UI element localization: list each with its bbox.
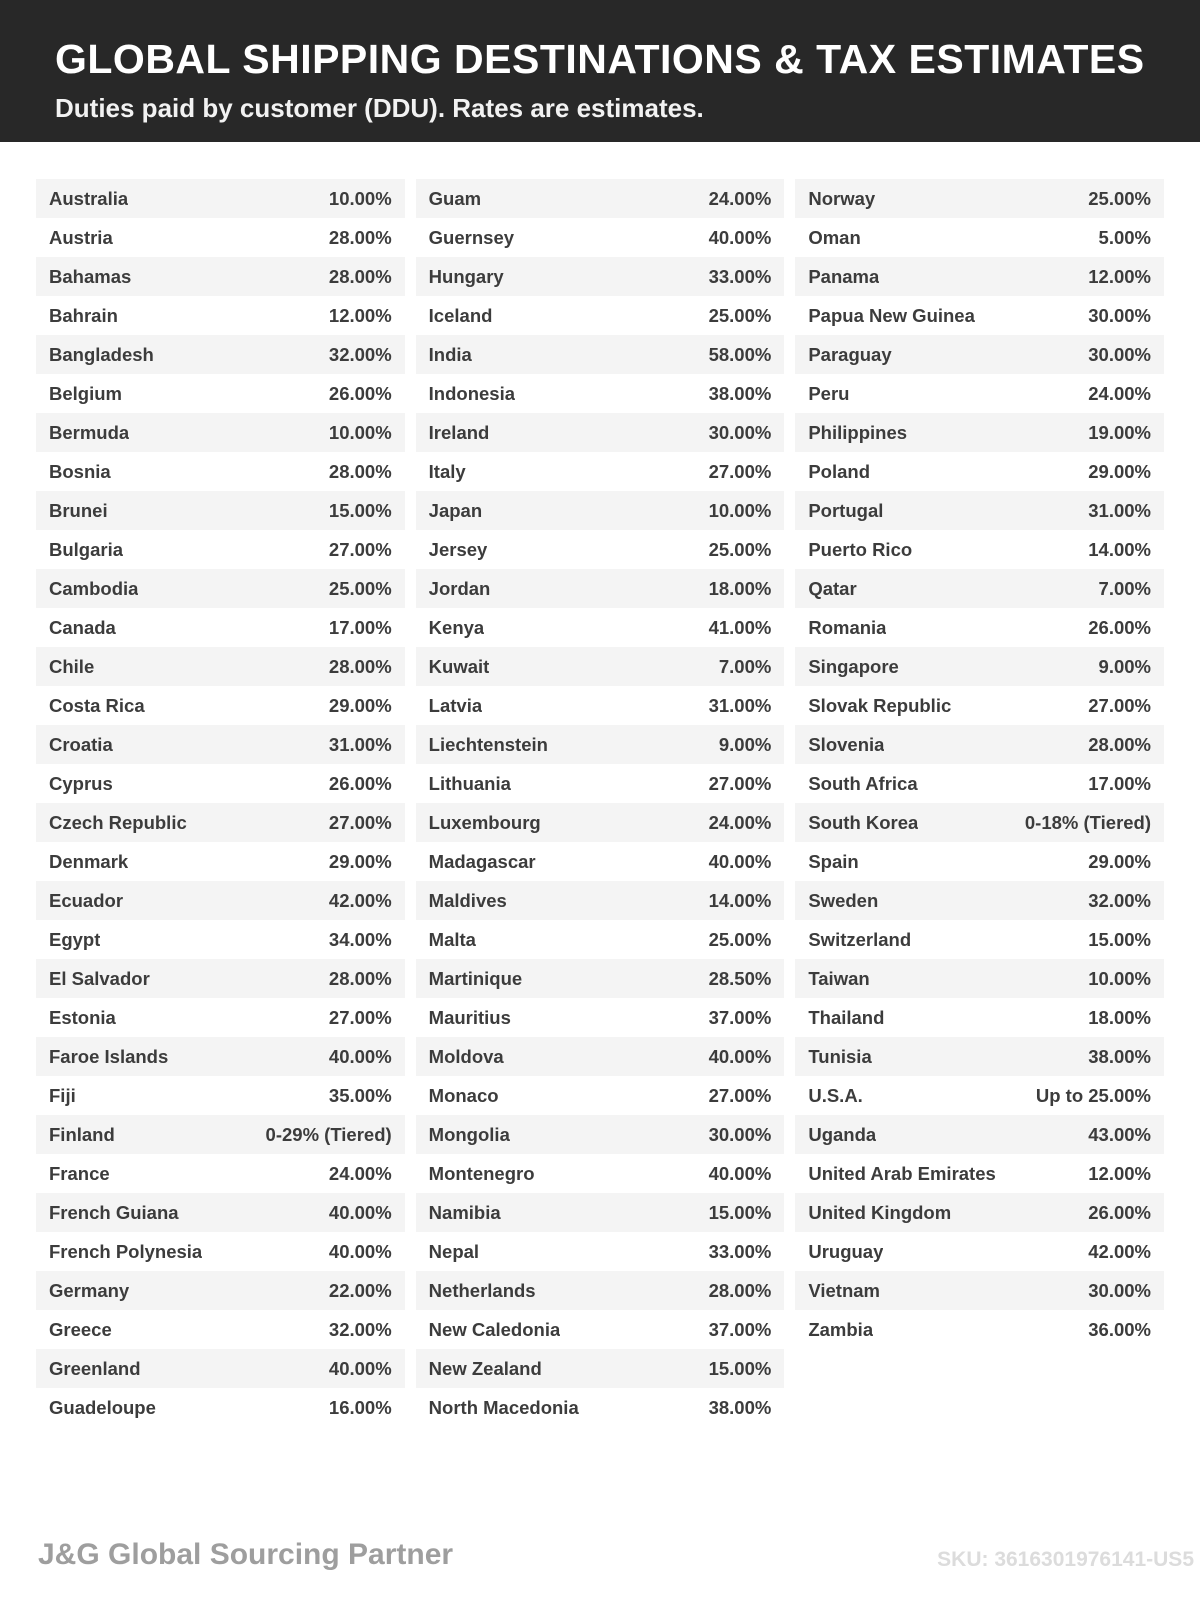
table-row bbox=[795, 608, 1164, 647]
tax-rate: 28.00% bbox=[328, 226, 392, 248]
country-name: South Korea bbox=[808, 811, 919, 833]
table-row bbox=[36, 959, 405, 998]
country-name: Guadeloupe bbox=[49, 1396, 156, 1418]
country-name: Canada bbox=[49, 616, 116, 638]
table-row bbox=[36, 491, 405, 530]
tax-rate: 29.00% bbox=[1088, 460, 1152, 482]
brand-text: J&G Global Sourcing Partner bbox=[38, 1538, 454, 1571]
table-row bbox=[416, 1349, 785, 1388]
table-row bbox=[36, 1349, 405, 1388]
tax-rate: 28.00% bbox=[328, 460, 392, 482]
country-name: Greece bbox=[49, 1318, 112, 1340]
table-row bbox=[795, 1271, 1164, 1310]
tax-rate: 16.00% bbox=[328, 1396, 392, 1418]
tax-rate: 25.00% bbox=[328, 577, 392, 599]
table-row bbox=[36, 452, 405, 491]
table-row bbox=[36, 257, 405, 296]
tax-rate: 27.00% bbox=[328, 538, 392, 560]
tax-rate: 28.50% bbox=[708, 967, 772, 989]
table-row bbox=[795, 1076, 1164, 1115]
tax-rate: 28.00% bbox=[328, 655, 392, 677]
country-name: Japan bbox=[428, 499, 483, 521]
country-name: Iceland bbox=[428, 304, 493, 326]
country-name: Martinique bbox=[428, 967, 523, 989]
tax-rate: 24.00% bbox=[328, 1162, 392, 1184]
tax-rate: 27.00% bbox=[708, 460, 772, 482]
tax-rate: 15.00% bbox=[328, 499, 392, 521]
country-name: Germany bbox=[49, 1279, 130, 1301]
tax-rate: 30.00% bbox=[708, 421, 772, 443]
table-row bbox=[795, 764, 1164, 803]
page-title: GLOBAL SHIPPING DESTINATIONS & TAX ESTIMATES bbox=[55, 36, 1145, 82]
table-row bbox=[416, 491, 785, 530]
table-row bbox=[795, 530, 1164, 569]
table-row bbox=[36, 1154, 405, 1193]
tax-rate: 24.00% bbox=[1088, 382, 1152, 404]
country-name: Mongolia bbox=[428, 1123, 510, 1145]
tax-rate: 27.00% bbox=[708, 1084, 772, 1106]
table-row bbox=[795, 920, 1164, 959]
country-name: Brunei bbox=[49, 499, 108, 521]
tax-rate: 26.00% bbox=[328, 382, 392, 404]
tax-rate: 40.00% bbox=[708, 850, 772, 872]
country-name: Madagascar bbox=[428, 850, 536, 872]
tax-rate: 29.00% bbox=[328, 694, 392, 716]
table-row bbox=[36, 569, 405, 608]
tax-rate: 10.00% bbox=[328, 187, 392, 209]
tax-rate: 27.00% bbox=[328, 811, 392, 833]
rate-column bbox=[416, 179, 785, 1427]
rate-column bbox=[36, 179, 405, 1427]
table-row bbox=[416, 1388, 785, 1427]
tax-rate: 25.00% bbox=[708, 538, 772, 560]
table-row bbox=[795, 647, 1164, 686]
tax-rate: 18.00% bbox=[1088, 1006, 1152, 1028]
table-row bbox=[36, 998, 405, 1037]
country-name: Chile bbox=[49, 655, 95, 677]
table-row bbox=[795, 452, 1164, 491]
tax-rate: 32.00% bbox=[1088, 889, 1152, 911]
country-name: Philippines bbox=[808, 421, 908, 443]
tax-rate: 58.00% bbox=[708, 343, 772, 365]
tax-rate: 24.00% bbox=[708, 811, 772, 833]
country-name: Bosnia bbox=[49, 460, 111, 482]
tax-rate: 31.00% bbox=[328, 733, 392, 755]
tax-rate: 40.00% bbox=[328, 1045, 392, 1067]
tax-rate: 34.00% bbox=[328, 928, 392, 950]
table-row bbox=[36, 725, 405, 764]
table-row bbox=[416, 413, 785, 452]
tax-rate: 35.00% bbox=[328, 1084, 392, 1106]
table-row bbox=[795, 1310, 1164, 1349]
tax-rate: 40.00% bbox=[708, 1162, 772, 1184]
country-name: Vietnam bbox=[808, 1279, 880, 1301]
tax-rate: 31.00% bbox=[708, 694, 772, 716]
table-row bbox=[36, 335, 405, 374]
table-row bbox=[36, 530, 405, 569]
country-name: Portugal bbox=[808, 499, 884, 521]
table-row bbox=[36, 179, 405, 218]
country-name: French Guiana bbox=[49, 1201, 179, 1223]
tax-rate: 30.00% bbox=[1088, 1279, 1152, 1301]
country-name: Bangladesh bbox=[49, 343, 154, 365]
table-row bbox=[36, 218, 405, 257]
country-name: Denmark bbox=[49, 850, 129, 872]
tax-rate: 22.00% bbox=[328, 1279, 392, 1301]
table-row bbox=[416, 1232, 785, 1271]
table-row bbox=[416, 1193, 785, 1232]
table-row bbox=[795, 335, 1164, 374]
tax-rate: 40.00% bbox=[328, 1201, 392, 1223]
tax-rate: 19.00% bbox=[1088, 421, 1152, 443]
country-name: Jordan bbox=[428, 577, 491, 599]
tax-rate: 33.00% bbox=[708, 1240, 772, 1262]
table-row bbox=[416, 179, 785, 218]
tax-rate: 37.00% bbox=[708, 1318, 772, 1340]
page-footer bbox=[0, 1538, 1200, 1572]
country-name: Kuwait bbox=[428, 655, 490, 677]
country-name: U.S.A. bbox=[808, 1084, 863, 1106]
tax-rate: 41.00% bbox=[708, 616, 772, 638]
country-name: Namibia bbox=[428, 1201, 501, 1223]
table-row bbox=[416, 1115, 785, 1154]
table-row bbox=[36, 881, 405, 920]
country-name: Uganda bbox=[808, 1123, 877, 1145]
country-name: Paraguay bbox=[808, 343, 892, 365]
country-name: United Arab Emirates bbox=[808, 1162, 996, 1184]
country-name: Uruguay bbox=[808, 1240, 884, 1262]
tax-rate: 33.00% bbox=[708, 265, 772, 287]
country-name: Bahamas bbox=[49, 265, 132, 287]
rates-table bbox=[0, 179, 1200, 1427]
tax-rate: 7.00% bbox=[718, 655, 772, 677]
table-row bbox=[795, 1154, 1164, 1193]
country-name: Belgium bbox=[49, 382, 122, 404]
tax-rate: 30.00% bbox=[1088, 304, 1152, 326]
table-row bbox=[795, 296, 1164, 335]
table-row bbox=[795, 1193, 1164, 1232]
country-name: Monaco bbox=[428, 1084, 499, 1106]
table-row bbox=[36, 1076, 405, 1115]
country-name: Kenya bbox=[428, 616, 485, 638]
table-row bbox=[795, 1232, 1164, 1271]
country-name: Greenland bbox=[49, 1357, 141, 1379]
country-name: Poland bbox=[808, 460, 871, 482]
country-name: New Zealand bbox=[428, 1357, 542, 1379]
table-row bbox=[795, 998, 1164, 1037]
country-name: Liechtenstein bbox=[428, 733, 548, 755]
tax-rate: 37.00% bbox=[708, 1006, 772, 1028]
tax-rate: 9.00% bbox=[1098, 655, 1152, 677]
table-row bbox=[36, 686, 405, 725]
table-row bbox=[416, 842, 785, 881]
tax-rate: 29.00% bbox=[1088, 850, 1152, 872]
tax-rate: 30.00% bbox=[1088, 343, 1152, 365]
tax-rate: 12.00% bbox=[1088, 1162, 1152, 1184]
country-name: Spain bbox=[808, 850, 859, 872]
table-row bbox=[36, 608, 405, 647]
country-name: Romania bbox=[808, 616, 887, 638]
tax-rate: 25.00% bbox=[708, 928, 772, 950]
country-name: Lithuania bbox=[428, 772, 511, 794]
country-name: France bbox=[49, 1162, 110, 1184]
country-name: Ecuador bbox=[49, 889, 124, 911]
country-name: French Polynesia bbox=[49, 1240, 203, 1262]
country-name: Costa Rica bbox=[49, 694, 145, 716]
tax-rate: 27.00% bbox=[328, 1006, 392, 1028]
tax-rate: 38.00% bbox=[708, 382, 772, 404]
tax-rate: 38.00% bbox=[1088, 1045, 1152, 1067]
country-name: Norway bbox=[808, 187, 876, 209]
country-name: Austria bbox=[49, 226, 113, 248]
tax-rate: 40.00% bbox=[328, 1357, 392, 1379]
page-subtitle: Duties paid by customer (DDU). Rates are estimates. bbox=[55, 93, 704, 123]
country-name: United Kingdom bbox=[808, 1201, 952, 1223]
tax-rate: 0-29% (Tiered) bbox=[265, 1123, 392, 1145]
table-row bbox=[416, 218, 785, 257]
table-row bbox=[416, 296, 785, 335]
table-row bbox=[36, 920, 405, 959]
country-name: Ireland bbox=[428, 421, 490, 443]
country-name: Bulgaria bbox=[49, 538, 124, 560]
tax-rate: 28.00% bbox=[708, 1279, 772, 1301]
table-row bbox=[795, 881, 1164, 920]
table-row bbox=[795, 413, 1164, 452]
tax-rate: 12.00% bbox=[1088, 265, 1152, 287]
table-row bbox=[795, 686, 1164, 725]
page-header bbox=[0, 0, 1200, 142]
table-row bbox=[795, 1115, 1164, 1154]
table-row bbox=[36, 647, 405, 686]
table-row bbox=[416, 881, 785, 920]
country-name: Croatia bbox=[49, 733, 113, 755]
country-name: Indonesia bbox=[428, 382, 516, 404]
tax-rate: 26.00% bbox=[1088, 1201, 1152, 1223]
country-name: South Africa bbox=[808, 772, 918, 794]
table-row bbox=[416, 725, 785, 764]
country-name: Switzerland bbox=[808, 928, 912, 950]
country-name: Slovenia bbox=[808, 733, 885, 755]
rate-column bbox=[795, 179, 1164, 1427]
table-row bbox=[416, 803, 785, 842]
tax-rate: 18.00% bbox=[708, 577, 772, 599]
table-row bbox=[416, 569, 785, 608]
table-row bbox=[36, 1037, 405, 1076]
country-name: Nepal bbox=[428, 1240, 480, 1262]
tax-rate: 9.00% bbox=[718, 733, 772, 755]
tax-rate: 28.00% bbox=[1088, 733, 1152, 755]
table-row bbox=[36, 1193, 405, 1232]
country-name: Bahrain bbox=[49, 304, 118, 326]
tax-rate: 15.00% bbox=[708, 1357, 772, 1379]
country-name: Montenegro bbox=[428, 1162, 535, 1184]
table-row bbox=[795, 179, 1164, 218]
table-row bbox=[795, 257, 1164, 296]
table-row bbox=[416, 1154, 785, 1193]
table-row bbox=[36, 374, 405, 413]
table-row bbox=[795, 491, 1164, 530]
tax-rate: 31.00% bbox=[1088, 499, 1152, 521]
table-row bbox=[36, 1310, 405, 1349]
table-row bbox=[36, 1232, 405, 1271]
country-name: Puerto Rico bbox=[808, 538, 913, 560]
table-row bbox=[416, 1076, 785, 1115]
tax-rate: 26.00% bbox=[328, 772, 392, 794]
tax-rate: 40.00% bbox=[708, 226, 772, 248]
table-row bbox=[416, 686, 785, 725]
tax-rate: 12.00% bbox=[328, 304, 392, 326]
tax-rate: 25.00% bbox=[1088, 187, 1152, 209]
table-row bbox=[416, 647, 785, 686]
tax-rate: 40.00% bbox=[708, 1045, 772, 1067]
country-name: New Caledonia bbox=[428, 1318, 561, 1340]
country-name: Maldives bbox=[428, 889, 507, 911]
tax-rate: 32.00% bbox=[328, 1318, 392, 1340]
country-name: Cyprus bbox=[49, 772, 113, 794]
country-name: Faroe Islands bbox=[49, 1045, 169, 1067]
tax-rate: 24.00% bbox=[708, 187, 772, 209]
tax-rate: 42.00% bbox=[1088, 1240, 1152, 1262]
country-name: Panama bbox=[808, 265, 880, 287]
tax-rate: 17.00% bbox=[328, 616, 392, 638]
country-name: Slovak Republic bbox=[808, 694, 952, 716]
tax-rate: 10.00% bbox=[328, 421, 392, 443]
table-row bbox=[36, 1271, 405, 1310]
country-name: Luxembourg bbox=[428, 811, 541, 833]
country-name: Cambodia bbox=[49, 577, 139, 599]
country-name: Guam bbox=[428, 187, 482, 209]
tax-rate: 7.00% bbox=[1098, 577, 1152, 599]
country-name: Australia bbox=[49, 187, 129, 209]
country-name: Hungary bbox=[428, 265, 504, 287]
country-name: Czech Republic bbox=[49, 811, 187, 833]
tax-rate: 14.00% bbox=[1088, 538, 1152, 560]
tax-rate: 10.00% bbox=[708, 499, 772, 521]
tax-rate: 36.00% bbox=[1088, 1318, 1152, 1340]
table-row bbox=[416, 920, 785, 959]
table-row bbox=[795, 803, 1164, 842]
table-row bbox=[416, 764, 785, 803]
tax-rate: 30.00% bbox=[708, 1123, 772, 1145]
country-name: Italy bbox=[428, 460, 466, 482]
tax-rate: 14.00% bbox=[708, 889, 772, 911]
table-row bbox=[36, 764, 405, 803]
tax-rate: 29.00% bbox=[328, 850, 392, 872]
country-name: Qatar bbox=[808, 577, 857, 599]
tax-rate: 38.00% bbox=[708, 1396, 772, 1418]
table-row bbox=[36, 1388, 405, 1427]
country-name: Tunisia bbox=[808, 1045, 872, 1067]
tax-rate: 25.00% bbox=[708, 304, 772, 326]
country-name: Guernsey bbox=[428, 226, 515, 248]
tax-rate: 0-18% (Tiered) bbox=[1024, 811, 1152, 833]
country-name: Taiwan bbox=[808, 967, 870, 989]
country-name: Egypt bbox=[49, 928, 101, 950]
country-name: Singapore bbox=[808, 655, 899, 677]
table-row bbox=[416, 1271, 785, 1310]
country-name: Estonia bbox=[49, 1006, 116, 1028]
country-name: Oman bbox=[808, 226, 861, 248]
table-row bbox=[795, 218, 1164, 257]
tax-rate: 27.00% bbox=[708, 772, 772, 794]
country-name: El Salvador bbox=[49, 967, 150, 989]
country-name: Sweden bbox=[808, 889, 879, 911]
tax-rate: 43.00% bbox=[1088, 1123, 1152, 1145]
country-name: Bermuda bbox=[49, 421, 130, 443]
sku-text: SKU: 3616301976141-US5 bbox=[937, 1548, 1194, 1571]
country-name: Peru bbox=[808, 382, 850, 404]
country-name: Jersey bbox=[428, 538, 488, 560]
tax-rate: 10.00% bbox=[1088, 967, 1152, 989]
table-row bbox=[416, 998, 785, 1037]
country-name: Netherlands bbox=[428, 1279, 536, 1301]
table-row bbox=[795, 725, 1164, 764]
table-row bbox=[795, 1037, 1164, 1076]
tax-rate: 40.00% bbox=[328, 1240, 392, 1262]
table-row bbox=[36, 1115, 405, 1154]
tax-rate: 26.00% bbox=[1088, 616, 1152, 638]
tax-rate: 28.00% bbox=[328, 967, 392, 989]
table-row bbox=[416, 608, 785, 647]
country-name: India bbox=[428, 343, 472, 365]
country-name: North Macedonia bbox=[428, 1396, 579, 1418]
country-name: Fiji bbox=[49, 1084, 76, 1106]
table-row bbox=[416, 335, 785, 374]
table-row bbox=[416, 959, 785, 998]
table-row bbox=[795, 374, 1164, 413]
table-row bbox=[416, 1037, 785, 1076]
table-row bbox=[36, 842, 405, 881]
table-row bbox=[795, 842, 1164, 881]
tax-rate: 28.00% bbox=[328, 265, 392, 287]
country-name: Papua New Guinea bbox=[808, 304, 975, 326]
tax-rate: 15.00% bbox=[708, 1201, 772, 1223]
tax-rate: Up to 25.00% bbox=[1035, 1084, 1152, 1106]
table-row bbox=[36, 803, 405, 842]
table-row bbox=[416, 1310, 785, 1349]
table-row bbox=[36, 413, 405, 452]
table-row bbox=[36, 296, 405, 335]
tax-rate: 17.00% bbox=[1088, 772, 1152, 794]
table-row bbox=[416, 452, 785, 491]
country-name: Malta bbox=[428, 928, 476, 950]
tax-rate: 5.00% bbox=[1098, 226, 1152, 248]
tax-rate: 42.00% bbox=[328, 889, 392, 911]
country-name: Thailand bbox=[808, 1006, 885, 1028]
country-name: Zambia bbox=[808, 1318, 874, 1340]
tax-rate: 27.00% bbox=[1088, 694, 1152, 716]
country-name: Latvia bbox=[428, 694, 483, 716]
table-row bbox=[795, 569, 1164, 608]
tax-rate: 15.00% bbox=[1088, 928, 1152, 950]
table-row bbox=[416, 530, 785, 569]
country-name: Moldova bbox=[428, 1045, 504, 1067]
table-row bbox=[795, 959, 1164, 998]
table-row bbox=[416, 374, 785, 413]
table-row bbox=[416, 257, 785, 296]
country-name: Mauritius bbox=[428, 1006, 511, 1028]
tax-rate: 32.00% bbox=[328, 343, 392, 365]
country-name: Finland bbox=[49, 1123, 115, 1145]
